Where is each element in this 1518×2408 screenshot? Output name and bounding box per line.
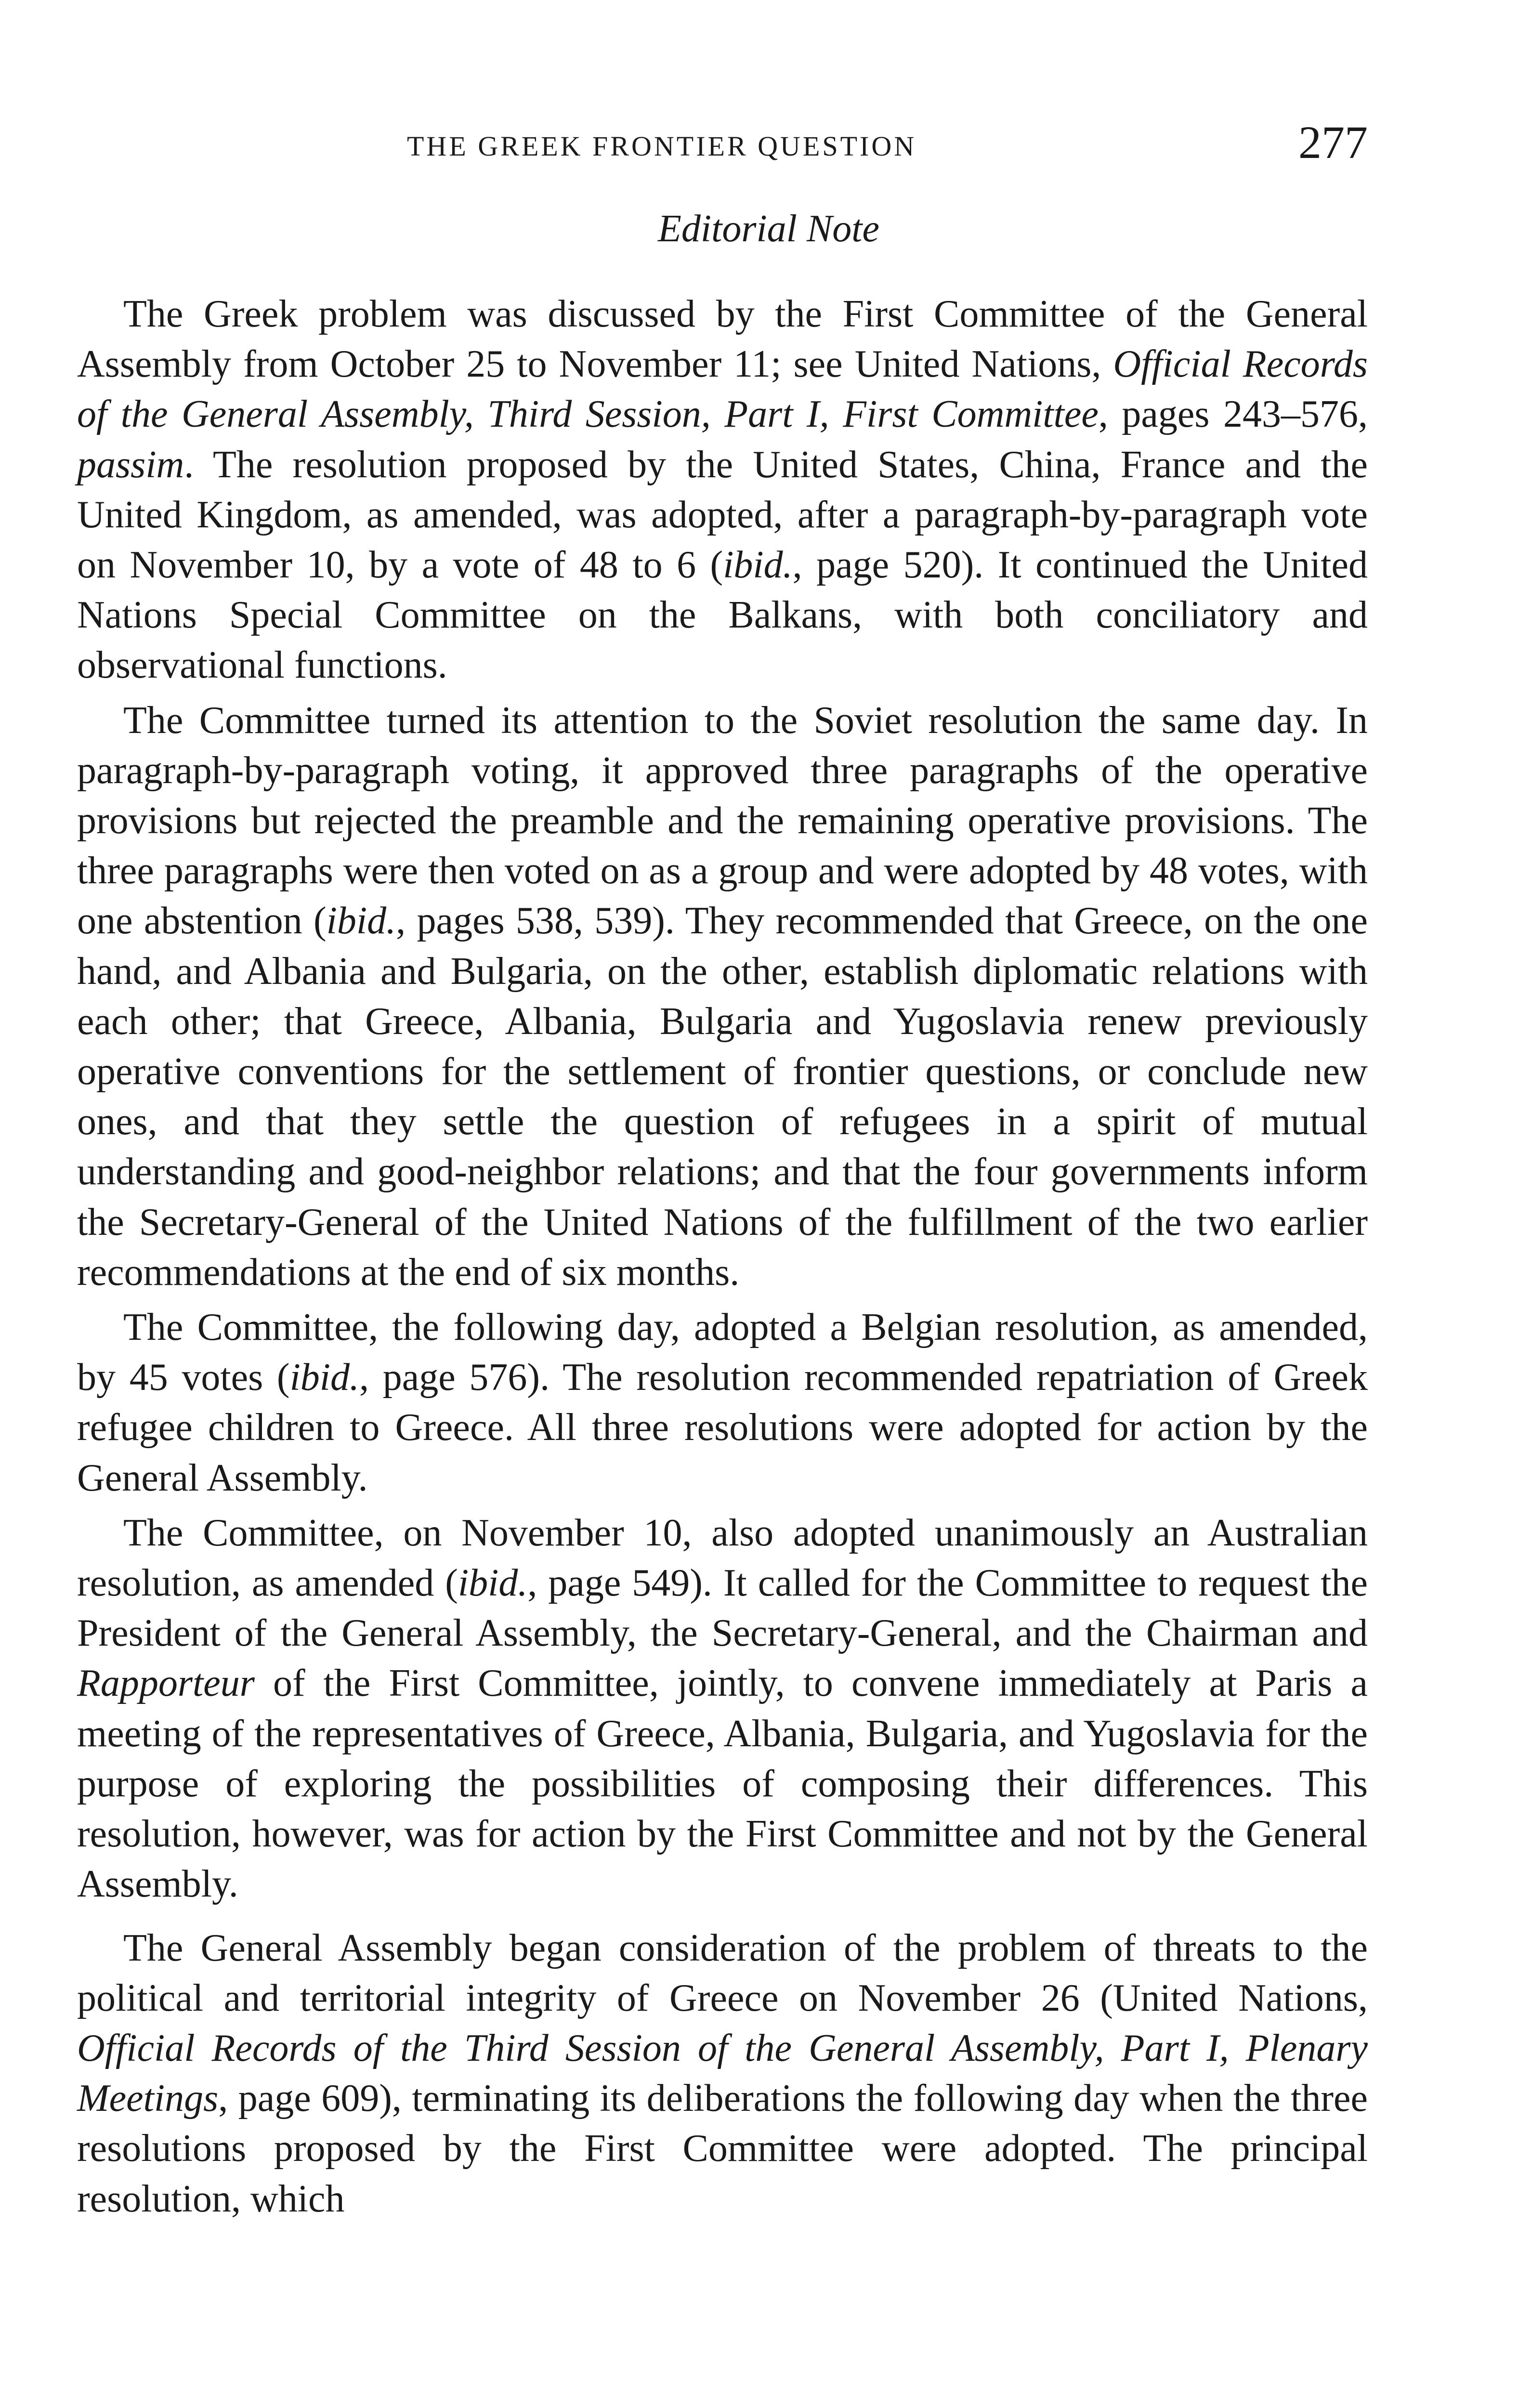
paragraph-1 xyxy=(77,289,1368,691)
p1-citation: Official Records of the General Assembly, Third Session, Part I, First Committee xyxy=(77,343,1368,436)
p5-text-a: The General Assembly began consideration of the problem of threats to the political and territorial integrity of Greece on November 26 (United Nations, xyxy=(77,1926,1368,2019)
p4-text-e: of the First Committee, jointly, to convene immediately at Paris a meeting of the representatives of Greece, Albania, Bulgaria, and Yugoslavia for the purpose of exploring the possibilities of composing their differences. This resolution, however, was for action by the First Committee and not by the General Assembly. xyxy=(77,1662,1368,1906)
p3-ibid: ibid. xyxy=(289,1356,360,1399)
p3-text-c: , page 576). The resolution recommended repatriation of Greek refugee children to Greece. All three resolutions were adopted for action by the General Assembly. xyxy=(77,1356,1368,1499)
running-head: THE GREEK FRONTIER QUESTION xyxy=(407,131,917,162)
p5-citation: Official Records of the Third Session of the General Assembly, Part I, Plenary Meetings xyxy=(77,2027,1368,2120)
p2-text-c: , pages 538, 539). They recommended that Greece, on the one hand, and Albania and Bulgaria, on the other, establish diplomatic relations with each other; that Greece, Albania, Bulgaria and Yugoslavia renew previously operative conventions for the settlement of frontier questions, or conclude new ones, and that they settle the question of refugees in a spirit of mutual understanding and good-neighbor relations; and that the four governments inform the Secretary-General of the United Nations of the fulfillment of the two earlier recommendations at the end of six months. xyxy=(77,900,1368,1294)
p4-ibid: ibid. xyxy=(458,1562,528,1605)
page-header xyxy=(77,117,1368,183)
paragraph-2 xyxy=(77,695,1368,1297)
p1-passim: passim xyxy=(77,443,184,486)
page-number: 277 xyxy=(1298,117,1368,168)
p1-text-c: , pages 243–576, xyxy=(1098,393,1368,436)
p1-text-a: The Greek problem was discussed by the First Committee of the General Assembly from October 25 to November 11; see United Nations, xyxy=(77,293,1368,386)
paragraph-3 xyxy=(77,1302,1368,1503)
p1-text-g: , page 520). It continued the United Nations Special Committee on the Balkans, with both conciliatory and observational functions. xyxy=(77,544,1368,687)
section-title-text: Editorial Note xyxy=(658,208,879,250)
p1-text-e: . The resolution proposed by the United States, China, France and the United Kingdom, as amended, was adopted, after a paragraph-by-paragraph vote on November 10, by a vote of 48 to 6 ( xyxy=(77,443,1368,587)
paragraph-4 xyxy=(77,1508,1368,1910)
p3-text-a: The Committee, the following day, adopted a Belgian resolution, as amended, by 45 votes ( xyxy=(77,1306,1368,1399)
paragraph-5 xyxy=(77,1923,1368,2224)
p4-text-c: , page 549). It called for the Committee to request the President of the General Assembly, the Secretary-General, and the Chairman and xyxy=(77,1562,1368,1655)
section-title xyxy=(0,207,1518,251)
p4-text-a: The Committee, on November 10, also adopted unanimously an Australian resolution, as amended ( xyxy=(77,1511,1368,1605)
p2-ibid: ibid. xyxy=(326,900,396,942)
p4-rapporteur: Rapporteur xyxy=(77,1662,255,1705)
p5-text-c: , page 609), terminating its deliberations the following day when the three resolutions proposed by the First Committee were adopted. The principal resolution, which xyxy=(77,2077,1368,2220)
p1-ibid: ibid. xyxy=(723,544,793,587)
body-text xyxy=(77,289,1368,2224)
p2-text-a: The Committee turned its attention to the Soviet resolution the same day. In paragraph-by-paragraph voting, it approved three paragraphs of the operative provisions but rejected the preamble and the remaining operative provisions. The three paragraphs were then voted on as a group and were adopted by 48 votes, with one abstention ( xyxy=(77,699,1368,942)
